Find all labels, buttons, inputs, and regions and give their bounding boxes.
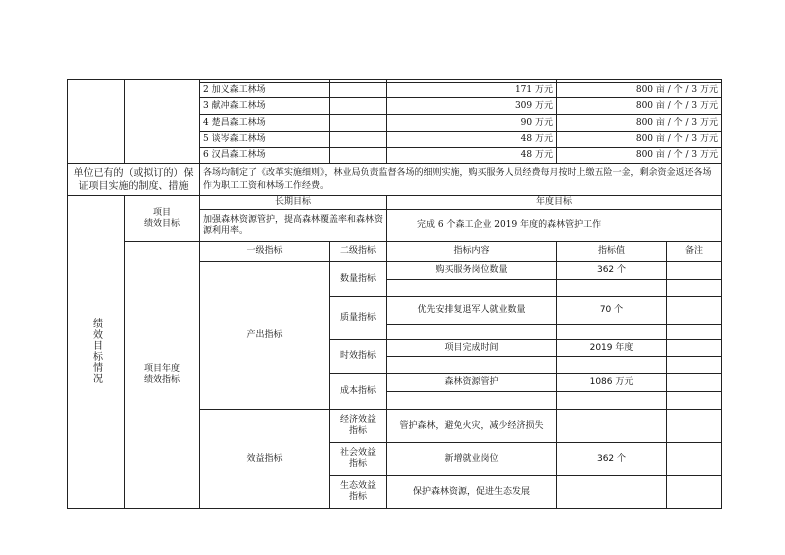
annual-text: 完成 6 个森工企业 2019 年度的森林管护工作 [387,210,722,242]
annual-indicator-label: 项目年度 绩效指标 [125,242,200,509]
farm-name: 3 献冲森工林场 [200,98,330,115]
farm-standard: 800 亩 / 个 / 3 万元 [557,115,722,132]
header-level2: 二级指标 [330,242,387,262]
ecological-value [557,476,667,509]
farm-amount: 48 万元 [387,148,557,164]
cost-value: 1086 万元 [557,374,667,392]
economic-content: 管护森林，避免火灾，减少经济损失 [387,410,557,443]
cost-label: 成本指标 [330,374,387,410]
guarantee-row [68,164,722,196]
performance-table [67,79,722,509]
header-content: 指标内容 [387,242,557,262]
project-goal-label: 项目 绩效目标 [125,196,200,242]
header-level1: 一级指标 [200,242,330,262]
social-content: 新增就业岗位 [387,443,557,476]
social-label: 社会效益 指标 [330,443,387,476]
economic-label: 经济效益 指标 [330,410,387,443]
time-value: 2019 年度 [557,340,667,357]
time-label: 时效指标 [330,340,387,374]
farm-standard: 800 亩 / 个 / 3 万元 [557,83,722,98]
header-value: 指标值 [557,242,667,262]
annual-header: 年度目标 [387,196,722,210]
farm-amount: 171 万元 [387,83,557,98]
output-label: 产出指标 [200,262,330,410]
farm-standard: 800 亩 / 个 / 3 万元 [557,148,722,164]
social-value: 362 个 [557,443,667,476]
quantity-content: 购买服务岗位数量 [387,262,557,280]
header-remark: 备注 [667,242,722,262]
farm-name: 4 楚昌森工林场 [200,115,330,132]
time-content: 项目完成时间 [387,340,557,357]
farm-amount: 309 万元 [387,98,557,115]
blank-cell [68,80,125,164]
farm-amount: 48 万元 [387,132,557,148]
quality-label: 质量指标 [330,297,387,340]
quantity-value: 362 个 [557,262,667,280]
farm-name: 2 加义森工林场 [200,83,330,98]
guarantee-text: 各场均制定了《改革实施细则》，林业局负责监督各场的细则实施，购买服务人员经费每月按时上缴五险一金，剩余资金返还各场作为职工工资和林场工作经费。 [200,164,722,196]
farm-standard: 800 亩 / 个 / 3 万元 [557,132,722,148]
farm-amount: 90 万元 [387,115,557,132]
cost-content: 森林资源管护 [387,374,557,392]
farm-standard: 800 亩 / 个 / 3 万元 [557,98,722,115]
quality-content: 优先安排复退军人就业数量 [387,297,557,325]
ecological-label: 生态效益 指标 [330,476,387,509]
benefit-label: 效益指标 [200,410,330,509]
long-term-header: 长期目标 [200,196,387,210]
section-label: 绩效目标情况 [90,317,102,384]
farm-name: 5 谈岑森工林场 [200,132,330,148]
guarantee-label: 单位已有的（或拟订的）保证项目实施的制度、措施 [68,164,200,196]
blank-cell [125,80,200,164]
quantity-label: 数量指标 [330,262,387,297]
farm-name: 6 汉昌森工林场 [200,148,330,164]
ecological-content: 保护森林资源，促进生态发展 [387,476,557,509]
long-term-text: 加强森林资源管护，提高森林覆盖率和森林资源利用率。 [200,210,387,242]
quality-value: 70 个 [557,297,667,325]
economic-value [557,410,667,443]
